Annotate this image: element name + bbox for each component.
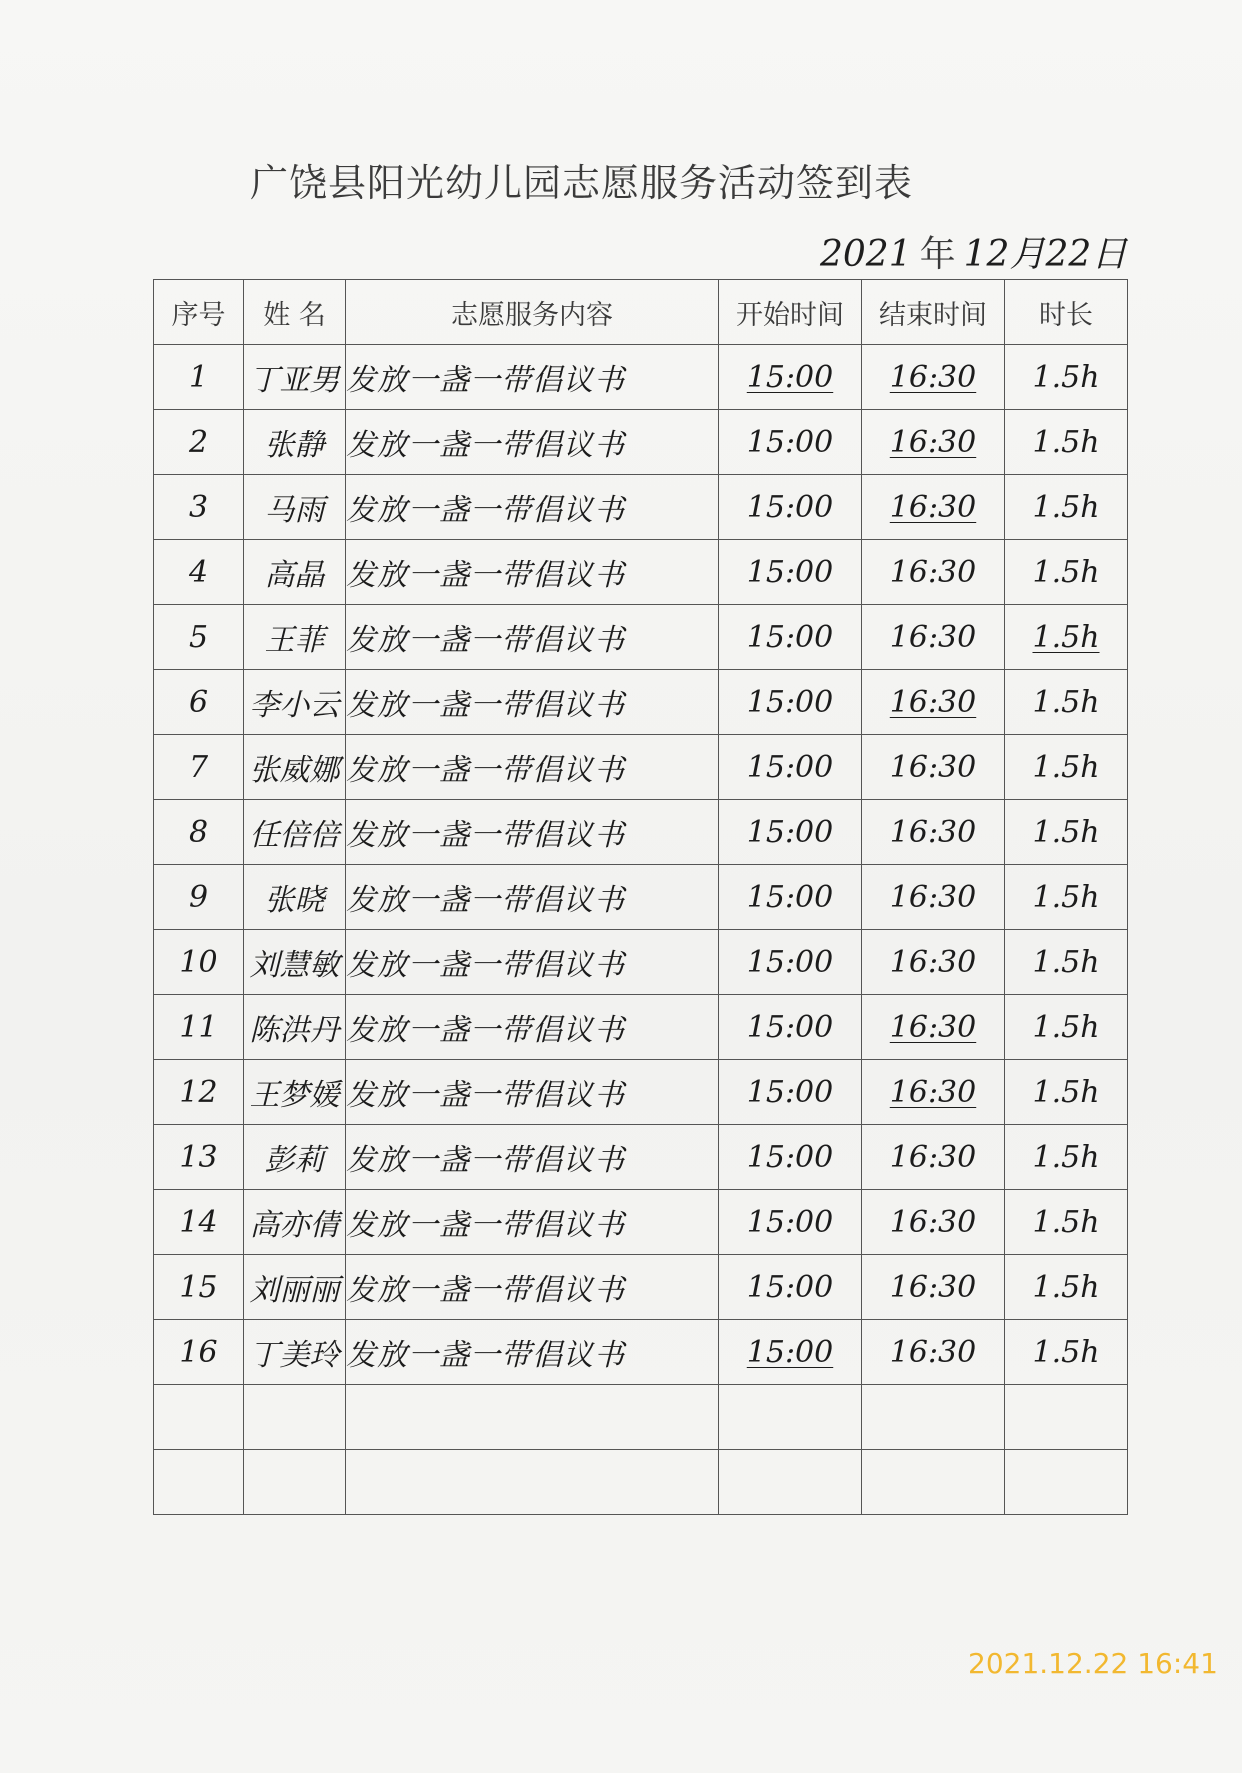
- cell-end-time: [862, 1125, 1005, 1190]
- header-name: 姓 名: [244, 280, 346, 345]
- cell-start-time-text: 15:00: [746, 489, 834, 525]
- cell-content: [346, 865, 719, 930]
- header-end-time: 结束时间: [862, 280, 1005, 345]
- cell-end-time: [862, 410, 1005, 475]
- cell-duration-text: 1.5h: [1032, 489, 1100, 525]
- cell-duration: [1005, 410, 1128, 475]
- sheet-title: 广饶县阳光幼儿园志愿服务活动签到表: [250, 161, 914, 205]
- cell-start-time-text: 15:00: [746, 1074, 834, 1110]
- cell-duration: [1005, 930, 1128, 995]
- cell-start-time: [719, 670, 862, 735]
- cell-no-text: 16: [179, 1334, 218, 1370]
- table-row: [154, 1255, 1128, 1320]
- cell-duration-text: 1.5h: [1032, 749, 1100, 785]
- cell-duration: [1005, 1190, 1128, 1255]
- cell-content-text: 发放一盏一带倡议书: [346, 1013, 625, 1048]
- table-row: [154, 1190, 1128, 1255]
- cell-name-text: 刘丽丽: [249, 1273, 340, 1308]
- cell-end-time-text: 16:30: [889, 1139, 977, 1175]
- cell-content: [346, 995, 719, 1060]
- cell-duration-text: 1.5h: [1032, 944, 1100, 980]
- cell-end-time-text: 16:30: [889, 684, 977, 720]
- table-row: [154, 410, 1128, 475]
- cell-content: [346, 1320, 719, 1385]
- cell-end-time: [862, 995, 1005, 1060]
- cell-name-text: 王菲: [264, 623, 325, 658]
- cell-duration: [1005, 540, 1128, 605]
- cell-name: [244, 930, 346, 995]
- cell-content: [346, 1255, 719, 1320]
- cell-no: [154, 930, 244, 995]
- cell-content-text: 发放一盏一带倡议书: [346, 363, 625, 398]
- cell-start-time: [719, 995, 862, 1060]
- cell-duration: [1005, 670, 1128, 735]
- cell-end-time: [862, 605, 1005, 670]
- cell-start-time-text: 15:00: [746, 944, 834, 980]
- cell-name: [244, 410, 346, 475]
- cell-start-time: [719, 1320, 862, 1385]
- cell-no: [154, 865, 244, 930]
- cell-no: [154, 475, 244, 540]
- cell-end-time: [862, 800, 1005, 865]
- cell-end-time: [862, 1190, 1005, 1255]
- cell-content-text: 发放一盏一带倡议书: [346, 1143, 625, 1178]
- cell-no: [154, 800, 244, 865]
- cell-content-text: 发放一盏一带倡议书: [346, 1273, 625, 1308]
- table-row: [154, 995, 1128, 1060]
- table-row: [154, 605, 1128, 670]
- cell-start-time-text: 15:00: [746, 749, 834, 785]
- cell-duration: [1005, 995, 1128, 1060]
- blank-cell: [346, 1385, 719, 1450]
- cell-start-time: [719, 540, 862, 605]
- header-content: 志愿服务内容: [346, 280, 719, 345]
- blank-cell: [346, 1450, 719, 1515]
- cell-end-time-text: 16:30: [889, 749, 977, 785]
- blank-cell: [862, 1450, 1005, 1515]
- cell-start-time: [719, 475, 862, 540]
- blank-cell: [154, 1385, 244, 1450]
- cell-start-time-text: 15:00: [746, 1204, 834, 1240]
- cell-name-text: 高晶: [264, 558, 325, 593]
- cell-duration-text: 1.5h: [1032, 1269, 1100, 1305]
- blank-cell: [719, 1450, 862, 1515]
- cell-end-time: [862, 540, 1005, 605]
- cell-name-text: 丁美玲: [249, 1338, 340, 1373]
- table-row: [154, 540, 1128, 605]
- cell-content-text: 发放一盏一带倡议书: [346, 1208, 625, 1243]
- sign-in-table: [153, 279, 1128, 1515]
- cell-name-text: 李小云: [249, 688, 340, 723]
- cell-end-time-text: 16:30: [889, 619, 977, 655]
- cell-no-text: 1: [188, 359, 209, 395]
- table-body: [154, 345, 1128, 1515]
- table-row: [154, 1320, 1128, 1385]
- cell-content-text: 发放一盏一带倡议书: [346, 1078, 625, 1113]
- table-row: [154, 1125, 1128, 1190]
- cell-duration-text: 1.5h: [1032, 1074, 1100, 1110]
- cell-no: [154, 605, 244, 670]
- cell-no-text: 3: [188, 489, 209, 525]
- cell-start-time: [719, 735, 862, 800]
- cell-no-text: 7: [188, 749, 209, 785]
- cell-start-time-text: 15:00: [746, 1139, 834, 1175]
- cell-name-text: 任倍倍: [249, 818, 340, 853]
- cell-duration: [1005, 605, 1128, 670]
- cell-end-time-text: 16:30: [889, 554, 977, 590]
- cell-duration: [1005, 345, 1128, 410]
- cell-content: [346, 345, 719, 410]
- cell-end-time-text: 16:30: [889, 814, 977, 850]
- cell-name-text: 彭莉: [264, 1143, 325, 1178]
- cell-duration-text: 1.5h: [1032, 1139, 1100, 1175]
- cell-duration-text: 1.5h: [1032, 424, 1100, 460]
- cell-end-time: [862, 345, 1005, 410]
- cell-end-time-text: 16:30: [889, 1009, 977, 1045]
- cell-name: [244, 1320, 346, 1385]
- cell-no: [154, 1190, 244, 1255]
- cell-end-time: [862, 1060, 1005, 1125]
- cell-no: [154, 670, 244, 735]
- cell-duration: [1005, 475, 1128, 540]
- cell-content-text: 发放一盏一带倡议书: [346, 558, 625, 593]
- cell-end-time-text: 16:30: [889, 1269, 977, 1305]
- cell-duration: [1005, 1060, 1128, 1125]
- cell-no-text: 11: [179, 1009, 218, 1045]
- cell-duration-text: 1.5h: [1032, 1009, 1100, 1045]
- cell-duration: [1005, 735, 1128, 800]
- cell-name: [244, 1060, 346, 1125]
- cell-end-time: [862, 670, 1005, 735]
- cell-start-time: [719, 1060, 862, 1125]
- cell-no-text: 14: [179, 1204, 218, 1240]
- cell-start-time-text: 15:00: [746, 424, 834, 460]
- cell-start-time: [719, 800, 862, 865]
- cell-start-time: [719, 1190, 862, 1255]
- cell-end-time: [862, 1255, 1005, 1320]
- cell-content: [346, 930, 719, 995]
- cell-start-time-text: 15:00: [746, 1009, 834, 1045]
- cell-start-time-text: 15:00: [746, 1334, 834, 1370]
- cell-no: [154, 540, 244, 605]
- blank-cell: [719, 1385, 862, 1450]
- cell-start-time-text: 15:00: [746, 554, 834, 590]
- cell-name-text: 张晓: [264, 883, 325, 918]
- cell-content-text: 发放一盏一带倡议书: [346, 623, 625, 658]
- cell-no-text: 12: [179, 1074, 218, 1110]
- cell-duration: [1005, 1255, 1128, 1320]
- cell-no-text: 6: [188, 684, 209, 720]
- blank-cell: [1005, 1450, 1128, 1515]
- cell-name-text: 丁亚男: [249, 363, 340, 398]
- cell-no-text: 15: [179, 1269, 218, 1305]
- table-row: [154, 865, 1128, 930]
- cell-no: [154, 1060, 244, 1125]
- cell-content: [346, 1190, 719, 1255]
- blank-cell: [244, 1450, 346, 1515]
- table-row: [154, 670, 1128, 735]
- cell-name-text: 张威娜: [249, 753, 340, 788]
- blank-cell: [154, 1450, 244, 1515]
- header-no: 序号: [154, 280, 244, 345]
- blank-row: [154, 1385, 1128, 1450]
- cell-name: [244, 865, 346, 930]
- cell-no-text: 4: [188, 554, 209, 590]
- cell-content-text: 发放一盏一带倡议书: [346, 948, 625, 983]
- cell-name: [244, 540, 346, 605]
- header-start-time: 开始时间: [719, 280, 862, 345]
- blank-cell: [862, 1385, 1005, 1450]
- cell-duration: [1005, 1320, 1128, 1385]
- cell-end-time-text: 16:30: [889, 424, 977, 460]
- cell-content-text: 发放一盏一带倡议书: [346, 428, 625, 463]
- header-duration: 时长: [1005, 280, 1128, 345]
- cell-no: [154, 735, 244, 800]
- cell-no-text: 9: [188, 879, 209, 915]
- cell-start-time: [719, 1255, 862, 1320]
- cell-end-time: [862, 930, 1005, 995]
- cell-start-time: [719, 410, 862, 475]
- cell-content: [346, 735, 719, 800]
- cell-name: [244, 800, 346, 865]
- cell-end-time: [862, 1320, 1005, 1385]
- cell-no: [154, 345, 244, 410]
- cell-name: [244, 1190, 346, 1255]
- table-row: [154, 475, 1128, 540]
- cell-end-time-text: 16:30: [889, 489, 977, 525]
- cell-content: [346, 670, 719, 735]
- cell-no: [154, 995, 244, 1060]
- table-row: [154, 345, 1128, 410]
- cell-content-text: 发放一盏一带倡议书: [346, 688, 625, 723]
- cell-end-time: [862, 735, 1005, 800]
- blank-row: [154, 1450, 1128, 1515]
- cell-content: [346, 540, 719, 605]
- cell-duration-text: 1.5h: [1032, 814, 1100, 850]
- cell-name: [244, 345, 346, 410]
- cell-no: [154, 1320, 244, 1385]
- cell-no: [154, 410, 244, 475]
- cell-end-time: [862, 475, 1005, 540]
- cell-name-text: 王梦媛: [249, 1078, 340, 1113]
- cell-start-time-text: 15:00: [746, 814, 834, 850]
- cell-name-text: 陈洪丹: [249, 1013, 340, 1048]
- cell-name: [244, 670, 346, 735]
- cell-start-time-text: 15:00: [746, 359, 834, 395]
- cell-end-time: [862, 865, 1005, 930]
- cell-duration-text: 1.5h: [1032, 359, 1100, 395]
- cell-name: [244, 735, 346, 800]
- cell-content: [346, 475, 719, 540]
- cell-duration-text: 1.5h: [1032, 1334, 1100, 1370]
- cell-duration-text: 1.5h: [1032, 684, 1100, 720]
- sheet-date: [820, 226, 1127, 277]
- cell-content-text: 发放一盏一带倡议书: [346, 493, 625, 528]
- table-row: [154, 735, 1128, 800]
- cell-end-time-text: 16:30: [889, 1334, 977, 1370]
- cell-content: [346, 605, 719, 670]
- cell-no: [154, 1125, 244, 1190]
- cell-start-time: [719, 930, 862, 995]
- cell-duration-text: 1.5h: [1032, 619, 1100, 655]
- table-row: [154, 800, 1128, 865]
- cell-end-time-text: 16:30: [889, 944, 977, 980]
- cell-content: [346, 800, 719, 865]
- date-month-day: 12月22日: [963, 234, 1128, 275]
- cell-end-time-text: 16:30: [889, 359, 977, 395]
- cell-duration-text: 1.5h: [1032, 879, 1100, 915]
- cell-content-text: 发放一盏一带倡议书: [346, 818, 625, 853]
- cell-duration-text: 1.5h: [1032, 1204, 1100, 1240]
- cell-no-text: 10: [179, 944, 218, 980]
- cell-content: [346, 1125, 719, 1190]
- cell-content-text: 发放一盏一带倡议书: [346, 1338, 625, 1373]
- cell-no-text: 2: [188, 424, 209, 460]
- cell-no-text: 13: [179, 1139, 218, 1175]
- cell-name-text: 张静: [264, 428, 325, 463]
- table-row: [154, 1060, 1128, 1125]
- cell-content-text: 发放一盏一带倡议书: [346, 883, 625, 918]
- cell-name: [244, 995, 346, 1060]
- cell-content: [346, 1060, 719, 1125]
- cell-start-time: [719, 865, 862, 930]
- cell-content-text: 发放一盏一带倡议书: [346, 753, 625, 788]
- cell-name-text: 马雨: [264, 493, 325, 528]
- cell-no-text: 8: [188, 814, 209, 850]
- blank-cell: [244, 1385, 346, 1450]
- cell-name: [244, 1125, 346, 1190]
- cell-start-time: [719, 1125, 862, 1190]
- cell-duration-text: 1.5h: [1032, 554, 1100, 590]
- cell-no: [154, 1255, 244, 1320]
- cell-name: [244, 1255, 346, 1320]
- cell-end-time-text: 16:30: [889, 1204, 977, 1240]
- cell-start-time: [719, 345, 862, 410]
- cell-end-time-text: 16:30: [889, 1074, 977, 1110]
- cell-content: [346, 410, 719, 475]
- photo-timestamp: 2021.12.22 16:41: [968, 1647, 1218, 1680]
- cell-name: [244, 475, 346, 540]
- cell-start-time-text: 15:00: [746, 619, 834, 655]
- cell-name-text: 刘慧敏: [249, 948, 340, 983]
- cell-start-time-text: 15:00: [746, 1269, 834, 1305]
- cell-end-time-text: 16:30: [889, 879, 977, 915]
- cell-duration: [1005, 1125, 1128, 1190]
- cell-name-text: 高亦倩: [249, 1208, 340, 1243]
- cell-name: [244, 605, 346, 670]
- blank-cell: [1005, 1385, 1128, 1450]
- cell-duration: [1005, 800, 1128, 865]
- cell-duration: [1005, 865, 1128, 930]
- cell-start-time: [719, 605, 862, 670]
- cell-no-text: 5: [188, 619, 209, 655]
- table-row: [154, 930, 1128, 995]
- cell-start-time-text: 15:00: [746, 684, 834, 720]
- date-year-label: 年: [919, 234, 956, 275]
- date-year: 2021: [820, 234, 912, 275]
- cell-start-time-text: 15:00: [746, 879, 834, 915]
- table-header-row: [154, 280, 1128, 345]
